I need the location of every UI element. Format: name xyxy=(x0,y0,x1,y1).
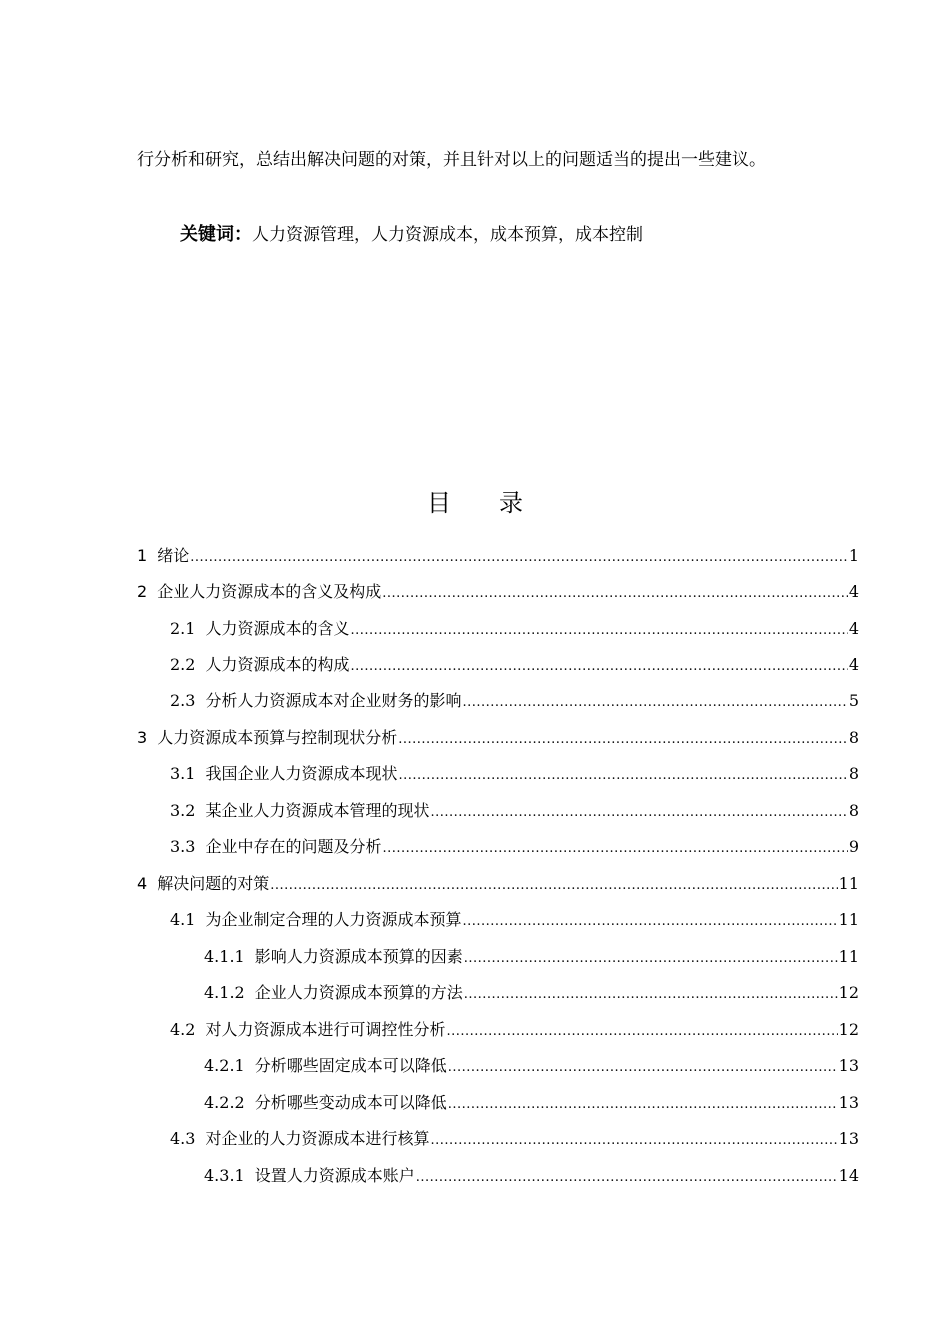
toc-entry-page: 8 xyxy=(848,764,859,783)
toc-entry[interactable] xyxy=(170,836,859,858)
toc-leader-dots xyxy=(398,765,847,787)
toc-entry-page: 1 xyxy=(848,546,859,565)
toc-entry-number: 4.3 xyxy=(170,1129,196,1148)
toc-entry-number: 4.2.2 xyxy=(204,1093,245,1112)
toc-entry-number: 3.1 xyxy=(170,764,196,783)
toc-title: 目 录 xyxy=(427,489,523,517)
toc-entry-page: 13 xyxy=(838,1056,859,1075)
toc-entry-page: 12 xyxy=(838,1020,859,1039)
toc-leader-dots xyxy=(430,1130,837,1152)
toc-entry-number: 2.1 xyxy=(170,619,196,638)
toc-entry[interactable] xyxy=(170,618,859,640)
toc-leader-dots xyxy=(416,1167,838,1189)
toc-entry-page: 4 xyxy=(848,619,859,638)
toc-leader-dots xyxy=(270,875,837,897)
toc-leader-dots xyxy=(448,1094,838,1116)
toc-entry-page: 14 xyxy=(838,1166,859,1185)
keywords-text: 人力资源管理，人力资源成本，成本预算，成本控制 xyxy=(252,225,643,245)
toc-entry-number: 2.3 xyxy=(170,691,196,710)
toc-entry-page: 11 xyxy=(838,947,859,966)
toc-leader-dots xyxy=(464,984,838,1006)
toc-entry-page: 11 xyxy=(838,910,859,929)
toc-entry-number: 2.2 xyxy=(170,655,196,674)
toc-entry[interactable] xyxy=(204,1092,859,1114)
toc-entry-title: 某企业人力资源成本管理的现状 xyxy=(205,801,430,820)
toc-entry-title: 人力资源成本的构成 xyxy=(205,655,350,674)
toc-entry-title: 影响人力资源成本预算的因素 xyxy=(254,947,463,966)
toc-entry-number: 4.2.1 xyxy=(204,1056,245,1075)
keywords-label: 关键词： xyxy=(180,224,252,245)
toc-entry-page: 4 xyxy=(848,655,859,674)
toc-entry-page: 9 xyxy=(848,837,859,856)
toc-leader-dots xyxy=(462,692,847,714)
toc-leader-dots xyxy=(464,948,838,970)
toc-entry-title: 对人力资源成本进行可调控性分析 xyxy=(205,1020,446,1039)
toc-entry[interactable] xyxy=(170,690,859,712)
toc-entry-title: 分析人力资源成本对企业财务的影响 xyxy=(205,691,462,710)
toc-leader-dots xyxy=(430,802,847,824)
toc-entry[interactable] xyxy=(204,1055,859,1077)
toc-entry-title: 我国企业人力资源成本现状 xyxy=(205,764,398,783)
toc-entry-title: 解决问题的对策 xyxy=(157,874,270,893)
toc-entry[interactable] xyxy=(204,982,859,1004)
toc-leader-dots xyxy=(398,729,848,751)
toc-leader-dots xyxy=(190,547,848,569)
toc-leader-dots xyxy=(448,1057,838,1079)
toc-entry-number: 4.1 xyxy=(170,910,196,929)
toc-entry[interactable] xyxy=(170,763,859,785)
toc-entry[interactable] xyxy=(137,727,859,749)
toc-leader-dots xyxy=(446,1021,837,1043)
toc-entry-title: 设置人力资源成本账户 xyxy=(254,1166,415,1185)
toc-entry-page: 4 xyxy=(848,582,859,601)
toc-leader-dots xyxy=(382,583,848,605)
toc-entry[interactable] xyxy=(137,581,859,603)
toc-leader-dots xyxy=(382,838,847,860)
toc-entry[interactable] xyxy=(137,873,859,895)
toc-entry-number: 4.1.1 xyxy=(204,947,245,966)
toc-entry-title: 人力资源成本预算与控制现状分析 xyxy=(157,728,398,747)
toc-entry-title: 企业中存在的问题及分析 xyxy=(205,837,382,856)
toc-entry[interactable] xyxy=(170,909,859,931)
toc-entry-title: 为企业制定合理的人力资源成本预算 xyxy=(205,910,462,929)
toc-entry[interactable] xyxy=(170,654,859,676)
toc-entry-page: 5 xyxy=(848,691,859,710)
toc-entry-number: 3.3 xyxy=(170,837,196,856)
toc-entry-page: 13 xyxy=(838,1093,859,1112)
toc-entry-title: 企业人力资源成本预算的方法 xyxy=(254,983,463,1002)
toc-entry-title: 企业人力资源成本的含义及构成 xyxy=(157,582,382,601)
toc-entry[interactable] xyxy=(170,1019,859,1041)
toc-entry[interactable] xyxy=(170,1128,859,1150)
toc-entry-number: 4 xyxy=(137,874,148,893)
toc-entry-number: 2 xyxy=(137,582,148,601)
toc-leader-dots xyxy=(350,656,847,678)
toc-entry-number: 4.2 xyxy=(170,1020,196,1039)
toc-entry[interactable] xyxy=(204,946,859,968)
toc-entry[interactable] xyxy=(170,800,859,822)
toc-entry-page: 12 xyxy=(838,983,859,1002)
toc-entry-title: 人力资源成本的含义 xyxy=(205,619,350,638)
toc-entry-page: 13 xyxy=(838,1129,859,1148)
toc-entry[interactable] xyxy=(137,545,859,567)
toc-entry-title: 分析哪些变动成本可以降低 xyxy=(254,1093,447,1112)
toc-entry[interactable] xyxy=(204,1165,859,1187)
toc-entry-number: 4.3.1 xyxy=(204,1166,245,1185)
toc-leader-dots xyxy=(350,620,847,642)
toc-entry-number: 4.1.2 xyxy=(204,983,245,1002)
toc-leader-dots xyxy=(462,911,837,933)
toc-entry-page: 8 xyxy=(848,801,859,820)
intro-paragraph: 行分析和研究，总结出解决问题的对策，并且针对以上的问题适当的提出一些建议。 xyxy=(137,150,766,170)
toc-entry-number: 1 xyxy=(137,546,148,565)
toc-entry-number: 3 xyxy=(137,728,148,747)
toc-entry-page: 11 xyxy=(838,874,859,893)
toc-entry-number: 3.2 xyxy=(170,801,196,820)
toc-entry-page: 8 xyxy=(848,728,859,747)
toc-entry-title: 绪论 xyxy=(157,546,190,565)
toc-entry-title: 分析哪些固定成本可以降低 xyxy=(254,1056,447,1075)
toc-entry-title: 对企业的人力资源成本进行核算 xyxy=(205,1129,430,1148)
